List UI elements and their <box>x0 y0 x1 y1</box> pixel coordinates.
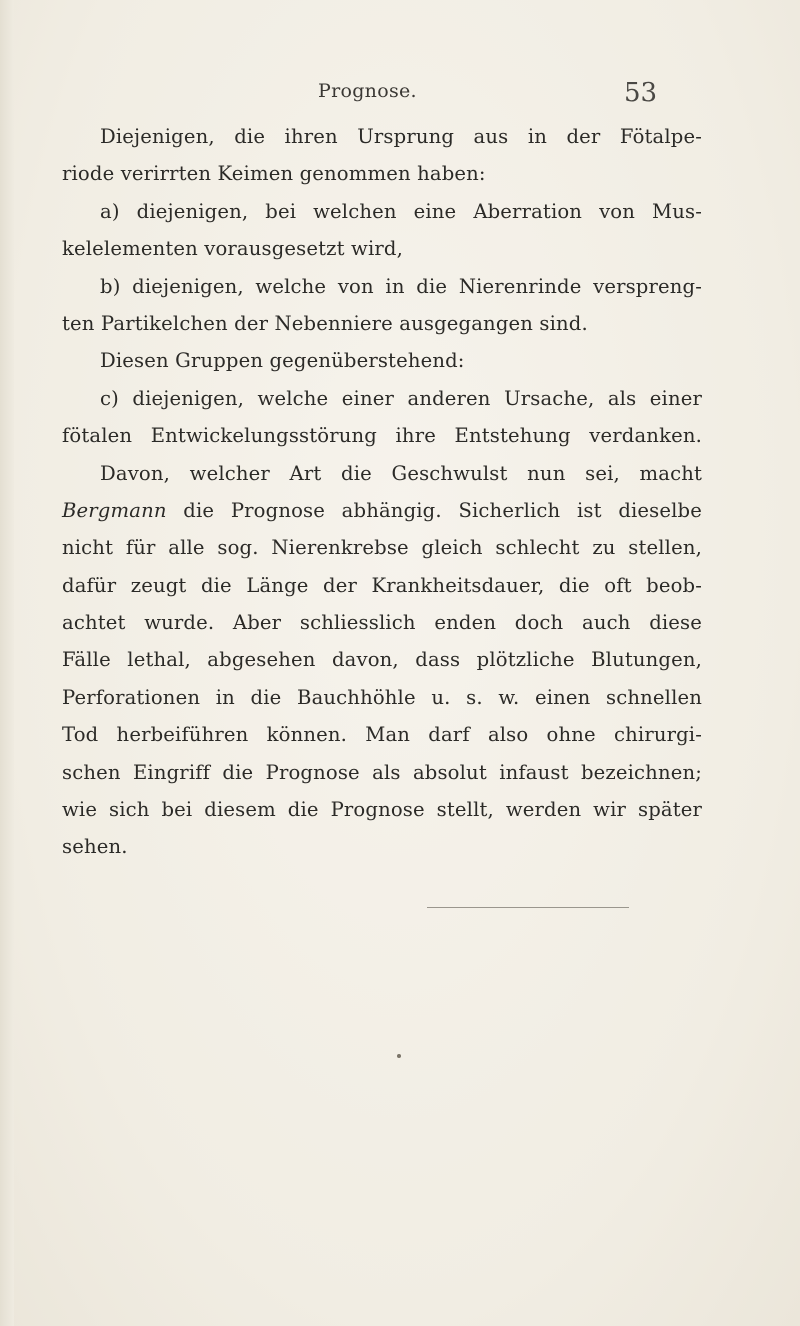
text-line: fötalen Entwickelungsstörung ihre Entstehung verdanken. <box>62 424 702 448</box>
text-line: c) diejenigen, welche einer anderen Ursache, als einer <box>100 386 702 410</box>
text-line-with-name <box>62 492 702 529</box>
page-header <box>0 80 800 110</box>
text-line: riode verirrten Keimen genommen haben: <box>62 162 486 186</box>
text-line: Diesen Gruppen gegenüberstehend: <box>100 349 465 373</box>
text-line: kelelementen vorausgesetzt wird, <box>62 237 403 261</box>
text-line: schen Eingriff die Prognose als absolut infaust bezeichnen; <box>62 760 702 784</box>
text-line: Perforationen in die Bauchhöhle u. s. w. einen schnellen <box>62 685 702 709</box>
ink-speck <box>397 1054 401 1058</box>
text-line: achtet wurde. Aber schliesslich enden doch auch diese <box>62 611 702 635</box>
body-text <box>62 118 702 866</box>
text-line: nicht für alle sog. Nierenkrebse gleich schlecht zu stellen, <box>62 536 702 560</box>
text-line: b) diejenigen, welche von in die Nierenrinde verspreng- <box>100 274 702 298</box>
text-line: dafür zeugt die Länge der Krankheitsdauer, die oft beob- <box>62 573 702 597</box>
text-line: Fälle lethal, abgesehen davon, dass plötzliche Blutungen, <box>62 648 702 672</box>
text-line: Diejenigen, die ihren Ursprung aus in der Fötalpe- <box>100 125 702 148</box>
page-number: 53 <box>624 78 658 108</box>
section-rule <box>427 907 629 908</box>
text-line: Tod herbeiführen können. Man darf also ohne chirurgi- <box>62 723 702 747</box>
author-name: Bergmann <box>62 498 167 522</box>
text-line: a) diejenigen, bei welchen eine Aberration von Mus- <box>100 199 702 223</box>
page-gutter <box>0 0 14 1326</box>
text-line-rest: die Prognose abhängig. Sicherlich ist dieselbe <box>183 498 702 522</box>
text-line: Davon, welcher Art die Geschwulst nun sei, macht <box>100 461 702 485</box>
text-line: wie sich bei diesem die Prognose stellt, werden wir später <box>62 798 702 822</box>
running-title: Prognose. <box>318 80 417 102</box>
text-line: sehen. <box>62 835 128 859</box>
text-line: ten Partikelchen der Nebenniere ausgegangen sind. <box>62 311 588 335</box>
